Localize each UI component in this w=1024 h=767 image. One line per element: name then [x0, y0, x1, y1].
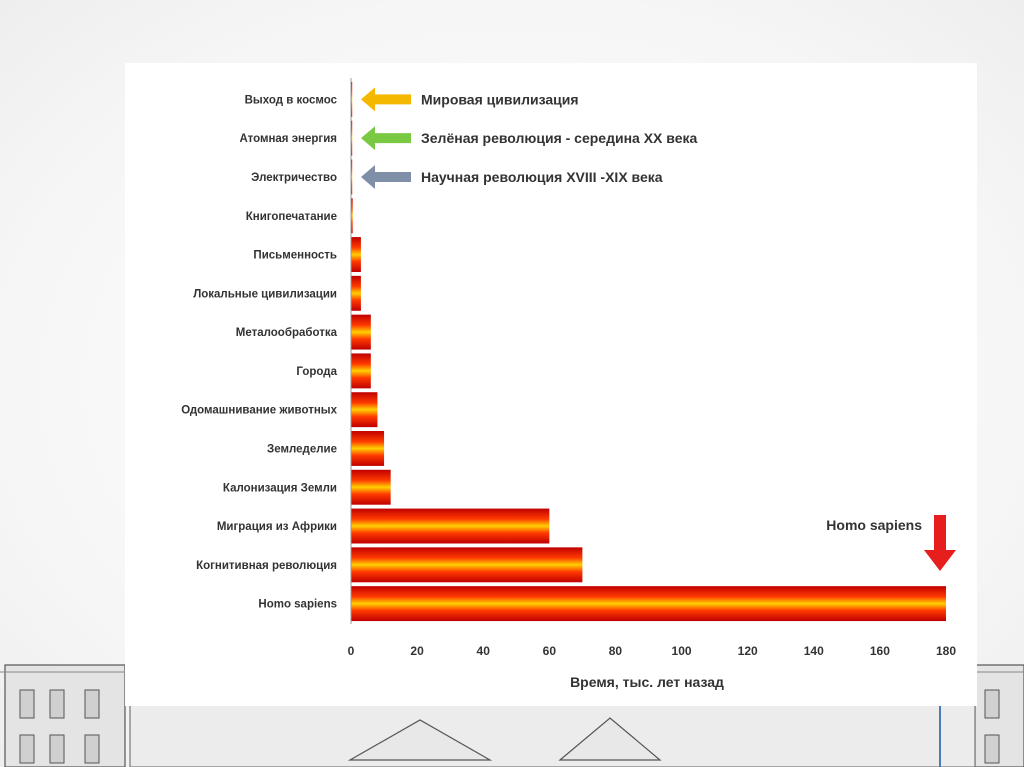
x-tick-label: 180: [935, 644, 957, 658]
x-tick-label: 80: [608, 644, 623, 658]
x-tick-label: 100: [671, 644, 692, 658]
category-label: Земледелие: [267, 443, 337, 456]
category-label: Города: [296, 365, 337, 378]
annotation-label: Зелёная революция - середина XX века: [421, 130, 698, 147]
x-tick-label: 0: [347, 644, 355, 658]
category-label: Письменность: [253, 249, 337, 262]
x-tick-label: 160: [869, 644, 890, 658]
category-label: Металообработка: [235, 327, 337, 340]
annotation-label: Мировая цивилизация: [421, 91, 579, 108]
category-label: Книгопечатание: [245, 210, 337, 223]
category-label: Одомашнивание животных: [181, 404, 337, 417]
x-axis-title: Время, тыс. лет назад: [570, 674, 724, 690]
annotation-arrow-icon: [361, 126, 411, 150]
x-tick-label: 120: [737, 644, 758, 658]
category-label: Атомная энергия: [239, 133, 337, 146]
annotation-label: Homo sapiens: [826, 517, 922, 533]
x-tick-label: 20: [410, 644, 424, 658]
category-label: Выход в космос: [244, 94, 337, 107]
category-label: Калонизация Земли: [222, 482, 337, 495]
annotation-arrow-icon: [361, 165, 411, 189]
bar-6: [351, 315, 371, 350]
category-label: Электричество: [251, 171, 337, 184]
bar-4: [351, 237, 361, 272]
bar-7: [351, 353, 371, 388]
down-arrow-icon: [924, 515, 956, 571]
category-label: Локальные цивилизации: [193, 288, 337, 301]
bar-chart: [125, 63, 977, 706]
x-tick-label: 40: [476, 644, 490, 658]
bar-10: [351, 470, 391, 505]
bar-13: [351, 586, 946, 621]
category-label: Homo sapiens: [258, 598, 337, 611]
bar-12: [351, 547, 582, 582]
annotation-label: Научная революция XVIII -XIX века: [421, 168, 663, 185]
bar-5: [351, 276, 361, 311]
bar-9: [351, 431, 384, 466]
annotation-arrow-icon: [361, 87, 411, 111]
category-label: Когнитивная революция: [196, 559, 337, 572]
x-tick-label: 60: [542, 644, 557, 658]
bar-8: [351, 392, 377, 427]
chart-panel: [125, 63, 977, 706]
x-tick-label: 140: [803, 644, 824, 658]
category-label: Миграция из Африки: [216, 521, 337, 534]
bar-11: [351, 509, 549, 544]
